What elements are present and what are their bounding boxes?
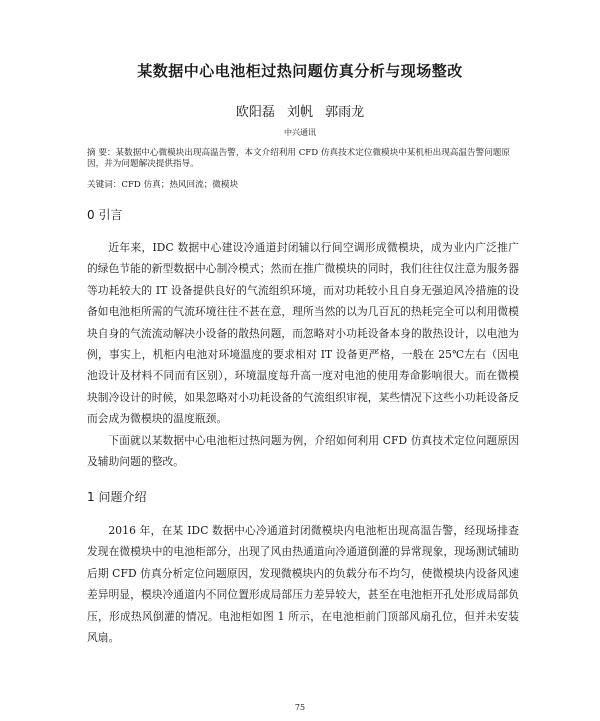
page-number: 75 — [294, 703, 306, 712]
abstract-label: 摘 要： — [87, 148, 116, 158]
keywords-text: CFD 仿真；热风回流；微模块 — [121, 180, 239, 190]
intro-paragraph-2: 下面就以某数据中心电池柜过热问题为例，介绍如何利用 CFD 仿真技术定位问题原因及辅助问题的整改。 — [87, 434, 519, 469]
section-heading-introduction: 0 引言 — [87, 208, 123, 222]
section-heading-problem: 1 问题介绍 — [87, 490, 147, 504]
authors: 欧阳磊 刘帆 郭雨龙 — [235, 105, 365, 120]
abstract-text: 某数据中心微模块出现高温告警，本文介绍利用 CFD 仿真技术定位微模块中某机柜出现高温告警问题原因，并为问题解决提供指导。 — [87, 148, 510, 169]
keywords — [87, 180, 519, 191]
intro-paragraph-1: 近年来，IDC 数据中心建设冷通道封闭辅以行间空调形成微模块，成为业内广泛推广的绿色节能的新型数据中心制冷模式；然而在推广微模块的同时，我们往往仅注意为服务器等功耗较大的 IT 设备提供良好的气流组织环境，而对功耗较小且自身无强迫风冷措施的设备如电池柜所需的气流环境往往不甚在意，理所当然的以为几百瓦的热耗完全可以利用微模块自身的气流流动解决小设备的散热问题，而忽略对小功耗设备本身的散热设计，以电池为例，事实上，机柜内电池对环境温度的要求相对 IT 设备更严格，一般在 25℃左右（因电池设计及材料不同而有区别），环境温度每升高一度对电池的使用寿命影响很大。而在微模块制冷设计的时候，如果忽略对小功耗设备的气流组织审视，某些情况下这些小功耗设备反而会成为微模块的温度瓶颈。 — [87, 241, 519, 426]
problem-paragraph-1: 2016 年，在某 IDC 数据中心冷通道封闭微模块内电池柜出现高温告警，经现场排查发现在微模块中的电池柜部分，出现了风由热通道向冷通道倒灌的异常现象，现场测试辅助后期 CFD 仿真分析定位问题原因，发现微模块内的负载分布不均匀，使微模块内设备风速差异明显，模块冷通道内不同位置形成局部压力差异较大，甚至在电池柜开孔处形成局部负压，形成热风倒灌的情况。电池柜如图 1 所示，在电池柜前门顶部风扇孔位，但并未安装风扇。 — [87, 524, 519, 645]
keywords-label: 关键词： — [87, 180, 122, 190]
affiliation: 中兴通讯 — [284, 128, 316, 137]
paper-title: 某数据中心电池柜过热问题仿真分析与现场整改 — [137, 62, 463, 80]
abstract — [87, 148, 519, 170]
